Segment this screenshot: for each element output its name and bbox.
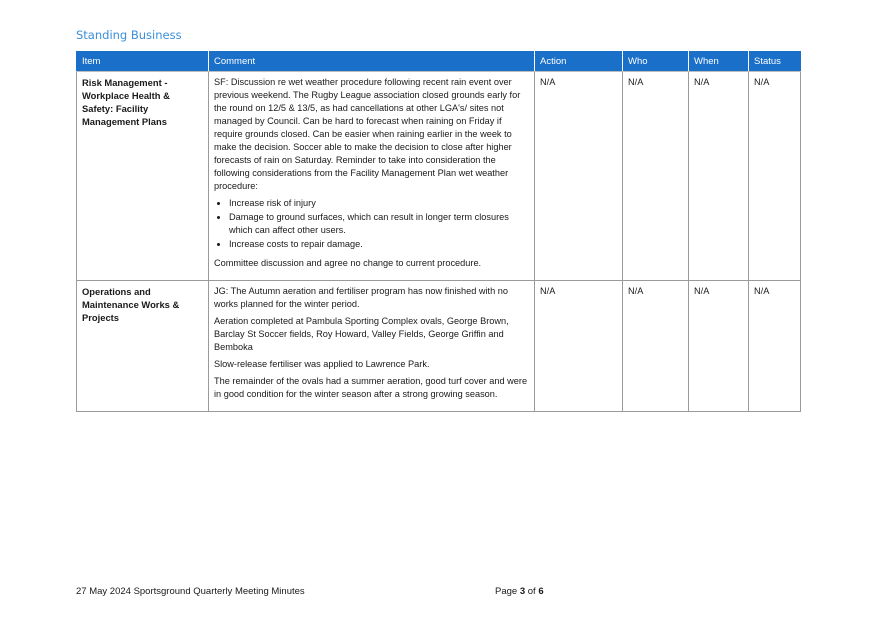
- header-status: Status: [749, 51, 801, 72]
- header-action: Action: [535, 51, 623, 72]
- row-action: N/A: [535, 72, 623, 281]
- page-of: of: [527, 586, 536, 597]
- page-current: 3: [519, 586, 526, 597]
- row-status: N/A: [749, 281, 801, 412]
- row-when: N/A: [689, 281, 749, 412]
- comment-paragraph: SF: Discussion re wet weather procedure following recent rain event over previous weekend. The Rugby League association closed grounds early for the round on 12/5 & 13/5, as had cancellations at other LGA's/ sites not managed by Council. Can be hard to forecast when raining on Friday if require grounds closed. Can be easier when raining earlier in the week to make the decision. Soccer able to make the decision to close after higher forecasts of rain on Saturday. Reminder to take into consideration the following considerations from the Facility Management Plan wet weather procedure:: [214, 77, 521, 191]
- standing-business-table: [76, 51, 801, 412]
- footer-document-title: 27 May 2024 Sportsground Quarterly Meeting Minutes: [76, 586, 305, 597]
- section-title: Standing Business: [76, 28, 182, 42]
- footer-page-number: [495, 586, 544, 597]
- row-when: N/A: [689, 72, 749, 281]
- page-label: Page: [495, 586, 518, 597]
- comment-paragraph: Slow-release fertiliser was applied to Lawrence Park.: [214, 359, 430, 369]
- row-comment-operations: [209, 281, 535, 412]
- table-row: [77, 281, 801, 412]
- list-item: • Increase costs to repair damage.: [229, 238, 529, 251]
- header-item: Item: [77, 51, 209, 72]
- comment-paragraph: The remainder of the ovals had a summer aeration, good turf cover and were in good condition for the winter season after a strong growing season.: [214, 376, 528, 399]
- row-status: N/A: [749, 72, 801, 281]
- list-item: • Increase risk of injury: [229, 197, 529, 210]
- header-comment: Comment: [209, 51, 535, 72]
- row-item-operations: Operations and Maintenance Works & Projects: [77, 281, 209, 412]
- list-item: • Damage to ground surfaces, which can result in longer term closures which can affect other users.: [229, 211, 529, 237]
- comment-paragraph: Committee discussion and agree no change to current procedure.: [214, 258, 482, 268]
- row-who: N/A: [623, 281, 689, 412]
- row-item-risk-management: Risk Management - Workplace Health & Safety: Facility Management Plans: [77, 72, 209, 281]
- comment-paragraph: JG: The Autumn aeration and fertiliser program has now finished with no works planned for the winter period.: [214, 286, 508, 309]
- row-who: N/A: [623, 72, 689, 281]
- row-comment-risk-management: [209, 72, 535, 281]
- page-total: 6: [538, 586, 544, 597]
- comment-paragraph: Aeration completed at Pambula Sporting Complex ovals, George Brown, Barclay St Soccer fields, Roy Howard, Valley Fields, George Griffin and Bemboka: [214, 316, 509, 352]
- header-who: Who: [623, 51, 689, 72]
- table-row: [77, 72, 801, 281]
- header-when: When: [689, 51, 749, 72]
- row-action: N/A: [535, 281, 623, 412]
- table-header-row: [77, 51, 801, 72]
- comment-bullet-list: [214, 197, 529, 251]
